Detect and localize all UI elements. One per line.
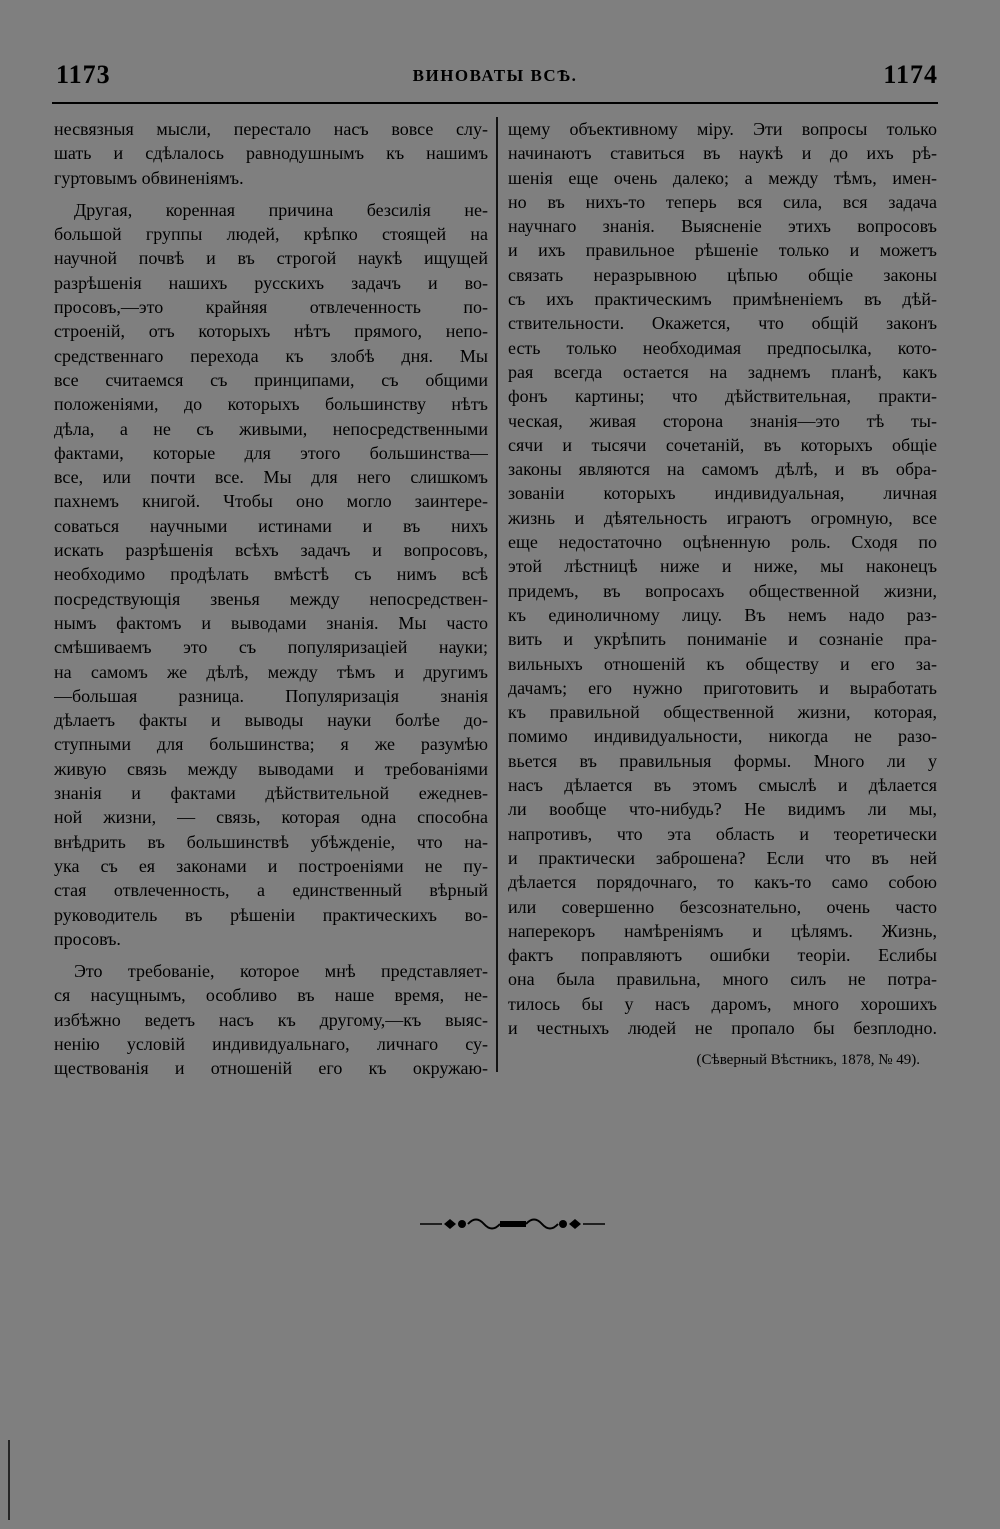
right-column-text-line: придемъ, въ вопросахъ общественной жизни,	[508, 580, 937, 601]
left-column-text-line: смѣшиваемъ это съ популяризаціей науки;	[54, 637, 488, 658]
right-column-text-line: и ихъ правильное рѣшеніе только и можетъ	[508, 240, 937, 261]
page-header	[50, 60, 940, 94]
page-number-right: 1174	[883, 60, 938, 89]
source-citation: (Сѣверный Вѣстникъ, 1878, № 49).	[696, 1052, 920, 1068]
right-column-text-line: рая всегда остается на заднемъ планѣ, какъ	[508, 361, 937, 382]
right-column-text-line: тилось бы у насъ даромъ, много хорошихъ	[508, 993, 937, 1014]
paragraph-gap	[54, 951, 488, 959]
right-column-text-line: сячи и тысячи сочетаній, въ которыхъ общіе	[508, 434, 937, 455]
ornament-divider	[420, 1213, 605, 1235]
left-column-text-line: все считаемся съ принципами, съ общими	[54, 369, 488, 390]
left-column-text-line: ступными для большинства; я же разумѣю	[54, 734, 488, 755]
right-column-text-line: начинаютъ ставиться въ наукѣ и до ихъ рѣ-	[508, 143, 937, 164]
left-column-text-line: Другая, коренная причина безсилія не-	[74, 199, 488, 220]
left-column	[54, 117, 488, 1081]
right-column-text-line: и честныхъ людей не пропало бы безплодно.	[508, 1017, 937, 1038]
paragraph-gap	[54, 190, 488, 198]
right-column-text-line: ческая, живая сторона знанія—это тѣ ты-	[508, 410, 937, 431]
left-column-text-line: ненію условій индивидуальнаго, личнаго су-	[54, 1033, 488, 1054]
right-column-text-line: шенія еще очень далеко; а между тѣмъ, имен-	[508, 167, 937, 188]
right-column-text-line: и практически заброшена? Если что въ ней	[508, 847, 937, 868]
left-column-text-line: средственнаго перехода къ злобѣ дня. Мы	[54, 345, 488, 366]
left-column-text-line: ся насущнымъ, особливо въ наше время, не-	[54, 985, 488, 1006]
right-column-text-line: помимо индивидуальности, никогда не разо-	[508, 726, 937, 747]
left-column-text-line: —большая разница. Популяризація знанія	[54, 685, 488, 706]
right-column-text-line: вьется въ правильныя формы. Много ли у	[508, 750, 937, 771]
left-column-text-line: необходимо продѣлать вмѣстѣ съ нимъ всѣ	[54, 564, 488, 585]
right-column-text-line: зованіи которыхъ индивидуальная, личная	[508, 483, 937, 504]
right-column-text-line: ли вообще что-нибудь? Не видимъ ли мы,	[508, 799, 937, 820]
left-column-text-line: избѣжно ведетъ насъ къ другому,—къ выяс-	[54, 1009, 488, 1030]
right-column-text-line: фонъ картины; что дѣйствительная, практи-	[508, 386, 937, 407]
left-column-text-line: искать разрѣшенія всѣхъ задачъ и вопросовъ,	[54, 540, 488, 561]
right-column-text-line: къ правильной общественной жизни, которая,	[508, 702, 937, 723]
left-column-text-line: просовъ.	[54, 928, 121, 949]
left-column-text-line: на самомъ же дѣлѣ, между тѣмъ и другимъ	[54, 661, 488, 682]
right-column-text-line: законы являются на самомъ дѣлѣ, и въ обра-	[508, 459, 937, 480]
left-column-text-line: фактами, которые для этого большинства—	[54, 442, 488, 463]
right-column-text-line: напротивъ, что эта область и теоретически	[508, 823, 937, 844]
right-column-text-line: еще недостаточно оцѣненную роль. Сходя по	[508, 532, 937, 553]
right-column-text-line: этой лѣстницѣ ниже и ниже, мы наконецъ	[508, 556, 937, 577]
right-column-text-line: съ ихъ практическимъ примѣненіемъ въ дѣй-	[508, 289, 937, 310]
left-column-text-line: несвязныя мысли, перестало насъ вовсе слу-	[54, 119, 488, 139]
left-column-text-line: внѣдрить въ большинствѣ убѣжденіе, что на-	[54, 831, 488, 852]
page-number-left: 1173	[56, 60, 111, 89]
right-column-text-line: фактъ поправляютъ ошибки теоріи. Еслибы	[508, 945, 937, 966]
left-column-text-line: стая отвлеченность, а единственный вѣрный	[54, 880, 488, 901]
right-column-text-line: она была правильна, много силъ не потра-	[508, 969, 937, 990]
right-column-text-line: къ единоличному лицу. Въ немъ надо раз-	[508, 604, 937, 625]
right-column-text-line: наперекоръ намѣреніямъ и цѣлямъ. Жизнь,	[508, 920, 937, 941]
left-column-text-line: пахнемъ книгой. Чтобы оно могло заинтере-	[54, 491, 488, 512]
right-column-text-line: есть только необходимая предпосылка, кото-	[508, 337, 937, 358]
left-column-text-line: дѣлаетъ факты и выводы науки болѣе до-	[54, 710, 488, 731]
right-column-text-line: щему объективному міру. Эти вопросы только	[508, 119, 937, 139]
right-column-text-line: дачамъ; его нужно приготовить и выработать	[508, 677, 937, 698]
left-column-text-line: соваться научными истинами и въ нихъ	[54, 515, 488, 536]
left-column-text-line: положеніями, до которыхъ большинству нѣтъ	[54, 394, 488, 415]
right-column-text-line: научнаго знанія. Выясненіе этихъ вопросовъ	[508, 216, 937, 237]
running-title: ВИНОВАТЫ ВСѢ.	[412, 66, 578, 85]
left-column-text-line: Это требованіе, которое мнѣ представляет-	[74, 961, 488, 982]
left-column-text-line: нымъ фактомъ и выводами знанія. Мы часто	[54, 612, 488, 633]
margin-mark	[8, 1440, 10, 1520]
left-column-text-line: ной жизни, — связь, которая одна способна	[54, 807, 488, 828]
left-column-text-line: разрѣшенія нашихъ русскихъ задачъ и во-	[54, 272, 488, 293]
left-column-text-line: просовъ,—это крайняя отвлеченность по-	[54, 297, 488, 318]
left-column-text-line: живую связь между выводами и требованіями	[54, 758, 488, 779]
left-column-text-line: большой группы людей, крѣпко стоящей на	[54, 224, 488, 245]
left-column-text-line: ука съ ея законами и построеніями не пу-	[54, 855, 488, 876]
left-column-text-line: дѣла, а не съ живыми, непосредственными	[54, 418, 488, 439]
right-column-text-line: дѣлается порядочнаго, то какъ-то само собою	[508, 872, 937, 893]
left-column-text-line: все, или почти все. Мы для него слишкомъ	[54, 467, 488, 488]
left-column-text-line: знанія и фактами дѣйствительной ежеднев-	[54, 783, 488, 804]
column-divider	[496, 117, 498, 1072]
right-column-text-line: но въ нихъ-то теперь вся сила, вся задача	[508, 191, 937, 212]
left-column-text-line: посредствующія звенья между непосредствен-	[54, 588, 488, 609]
right-column-text-line: вить и укрѣпить пониманіе и сознаніе пра-	[508, 629, 937, 650]
right-column-text-line: ствительности. Окажется, что общій законъ	[508, 313, 937, 334]
right-column-text-line: жизнь и дѣятельность играютъ огромную, все	[508, 507, 937, 528]
right-column-text-line: связать неразрывною цѣпью общіе законы	[508, 264, 937, 285]
header-rule	[52, 102, 938, 104]
right-column-text-line: вильныхъ отношеній къ обществу и его за-	[508, 653, 937, 674]
left-column-text-line: гуртовымъ обвиненіямъ.	[54, 167, 244, 188]
left-column-text-line: научной почвѣ и въ строгой наукѣ ищущей	[54, 248, 488, 269]
left-column-text-line: ществованія и отношеній его къ окружаю-	[54, 1058, 488, 1079]
right-column-text-line: или совершенно безсознательно, очень часто	[508, 896, 937, 917]
right-column-text-line: насъ дѣлается въ этомъ смыслѣ и дѣлается	[508, 775, 937, 796]
left-column-text-line: шать и сдѣлалось равнодушнымъ къ нашимъ	[54, 143, 488, 164]
left-column-text-line: руководитель въ рѣшеніи практическихъ во-	[54, 904, 488, 925]
right-column	[508, 117, 937, 1040]
left-column-text-line: строеній, отъ которыхъ нѣтъ прямого, непо-	[54, 321, 488, 342]
